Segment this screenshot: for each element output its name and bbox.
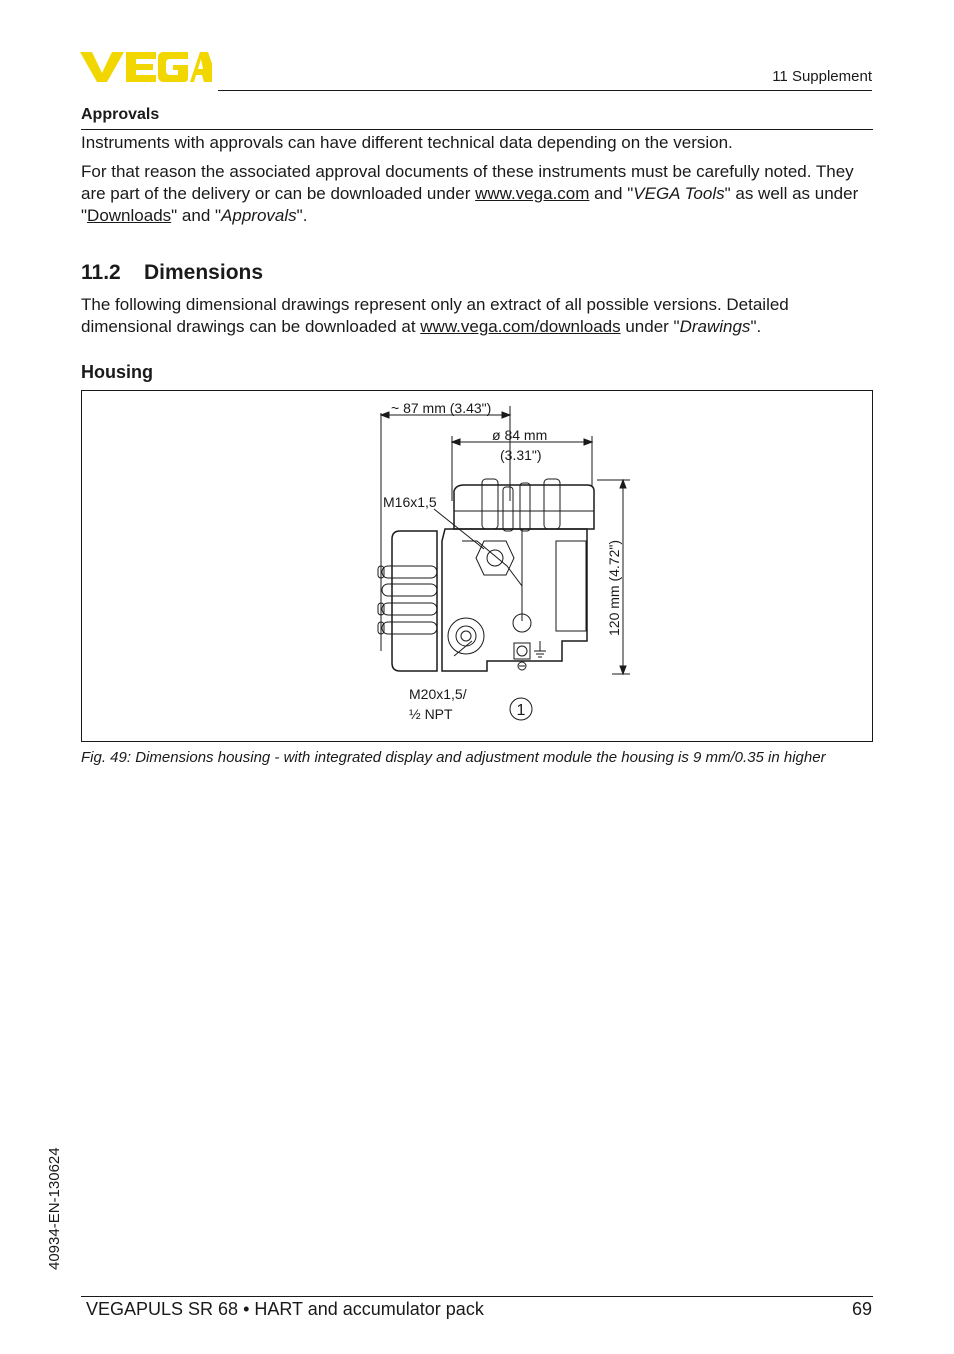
page-number: 69 (851, 1299, 872, 1319)
footer-title: VEGAPULS SR 68 • HART and accumulator pack (86, 1299, 484, 1319)
approvals-divider (81, 129, 873, 130)
thread-bottom-label-2: ½ NPT (409, 706, 453, 722)
housing-figure (81, 390, 873, 742)
height-dimension-label: 120 mm (4.72") (606, 539, 622, 636)
approvals-paragraph-2: For that reason the associated approval documents of these instruments must be carefully noted. They are part of the delivery or can be downloaded under www.vega.com and "VEGA Tools" as well as under "Downloads" and "Approvals". (81, 162, 859, 225)
approvals-heading: Approvals (81, 106, 160, 123)
thread-top-label: M16x1,5 (383, 494, 437, 510)
width-dimension-label: ~ 87 mm (3.43") (391, 400, 492, 416)
section-number: 11.2 (81, 261, 121, 284)
document-id: 40934-EN-130624 (46, 1147, 63, 1270)
downloads-link[interactable]: Downloads (87, 206, 172, 225)
housing-heading: Housing (81, 362, 153, 382)
thread-bottom-label-1: M20x1,5/ (409, 686, 467, 702)
diameter-label: ø 84 mm (492, 427, 548, 443)
section-title: Dimensions (144, 261, 264, 284)
diameter-inch-label: (3.31") (500, 447, 542, 463)
dimensions-paragraph: The following dimensional drawings represent only an extract of all possible versions. Detailed dimensional drawings can be downloaded at www.vega.com/downloads under "Drawings". (81, 295, 789, 336)
header-section-label: 11 Supplement (772, 68, 872, 85)
housing-dimension-drawing (82, 391, 872, 741)
callout-number: 1 (516, 702, 526, 719)
approvals-paragraph-1: Instruments with approvals can have different technical data depending on the version. (81, 133, 733, 152)
vega-website-link[interactable]: www.vega.com (475, 184, 590, 203)
vega-logo (80, 50, 212, 84)
header-divider (218, 90, 872, 91)
downloads-url-link[interactable]: www.vega.com/downloads (420, 317, 621, 336)
footer-divider (81, 1296, 873, 1297)
dimensions-heading (81, 261, 263, 285)
figure-caption: Fig. 49: Dimensions housing - with integrated display and adjustment module the housing is 9 mm/0.35 in higher (81, 749, 826, 766)
